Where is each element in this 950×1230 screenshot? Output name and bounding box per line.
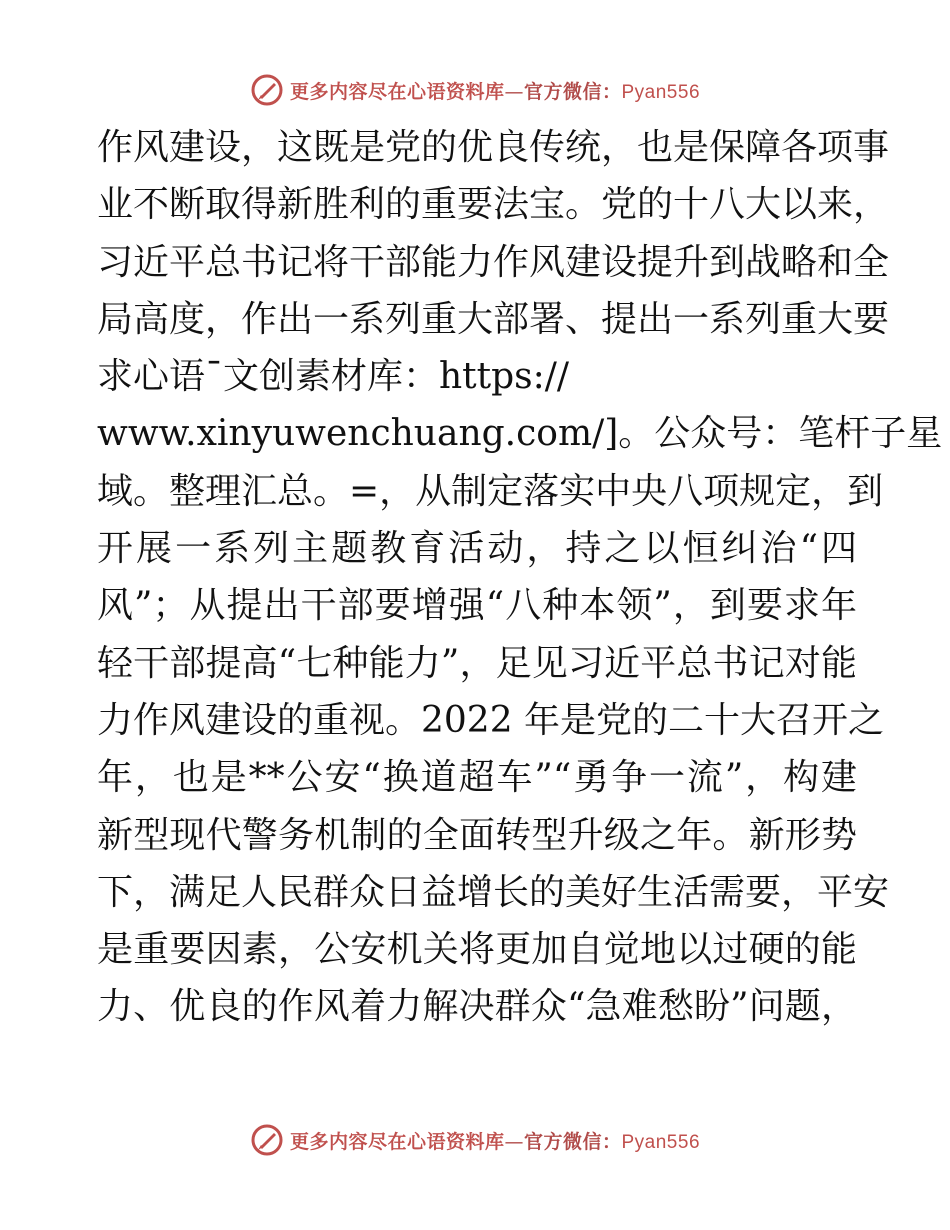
header-site-text: 更多内容尽在心语资料库 xyxy=(289,80,505,103)
body-line: 习近平总书记将干部能力作风建设提升到战略和全 xyxy=(97,241,890,283)
body-line: 下，满足人民群众日益增长的美好生活需要，平安 xyxy=(97,871,890,913)
body-line: 力、优良的作风着力解决群众“急难愁盼”问题， xyxy=(97,986,857,1028)
body-line: 轻干部提高“七种能力”，足见习近平总书记对能 xyxy=(97,642,857,684)
body-line: 域。整理汇总。=，从制定落实中央八项规定，到 xyxy=(97,470,884,512)
body-line: 开展一系列主题教育活动，持之以恒纠治“四 xyxy=(97,528,857,570)
header-banner xyxy=(0,70,950,110)
footer-wechat-label: 官方微信： xyxy=(523,1130,622,1153)
header-banner-text xyxy=(290,77,700,104)
body-line: 业不断取得新胜利的重要法宝。党的十八大以来， xyxy=(97,184,890,226)
quill-logo-icon xyxy=(250,1123,284,1157)
body-line: 作风建设，这既是党的优良传统，也是保障各项事 xyxy=(97,127,890,168)
footer-banner xyxy=(0,1120,950,1160)
body-line: 求心语¯文创素材库：https:// xyxy=(97,356,570,398)
body-line: 局高度，作出一系列重大部署、提出一系列重大要 xyxy=(97,298,890,340)
quill-logo-icon xyxy=(250,73,284,107)
body-line: 年，也是**公安“换道超车”“勇争一流”，构建 xyxy=(97,757,857,799)
header-dash: — xyxy=(504,80,524,103)
footer-wechat-id: Pyan556 xyxy=(621,1131,701,1153)
body-line: 新型现代警务机制的全面转型升级之年。新形势 xyxy=(97,814,857,856)
footer-dash: — xyxy=(504,1130,524,1153)
body-line: 风”；从提出干部要增强“八种本领”，到要求年 xyxy=(97,585,857,627)
body-line: 是重要因素，公安机关将更加自觉地以过硬的能 xyxy=(97,929,857,971)
footer-banner-text xyxy=(290,1127,700,1154)
header-wechat-label: 官方微信： xyxy=(523,80,622,103)
body-line: www.xinyuwenchuang.com/]。公众号：笔杆子星 xyxy=(97,413,943,455)
footer-site-text: 更多内容尽在心语资料库 xyxy=(289,1130,505,1153)
header-wechat-id: Pyan556 xyxy=(621,81,701,103)
document-body xyxy=(97,119,943,1036)
body-line: 力作风建设的重视。2022 年是党的二十大召开之 xyxy=(97,699,885,741)
